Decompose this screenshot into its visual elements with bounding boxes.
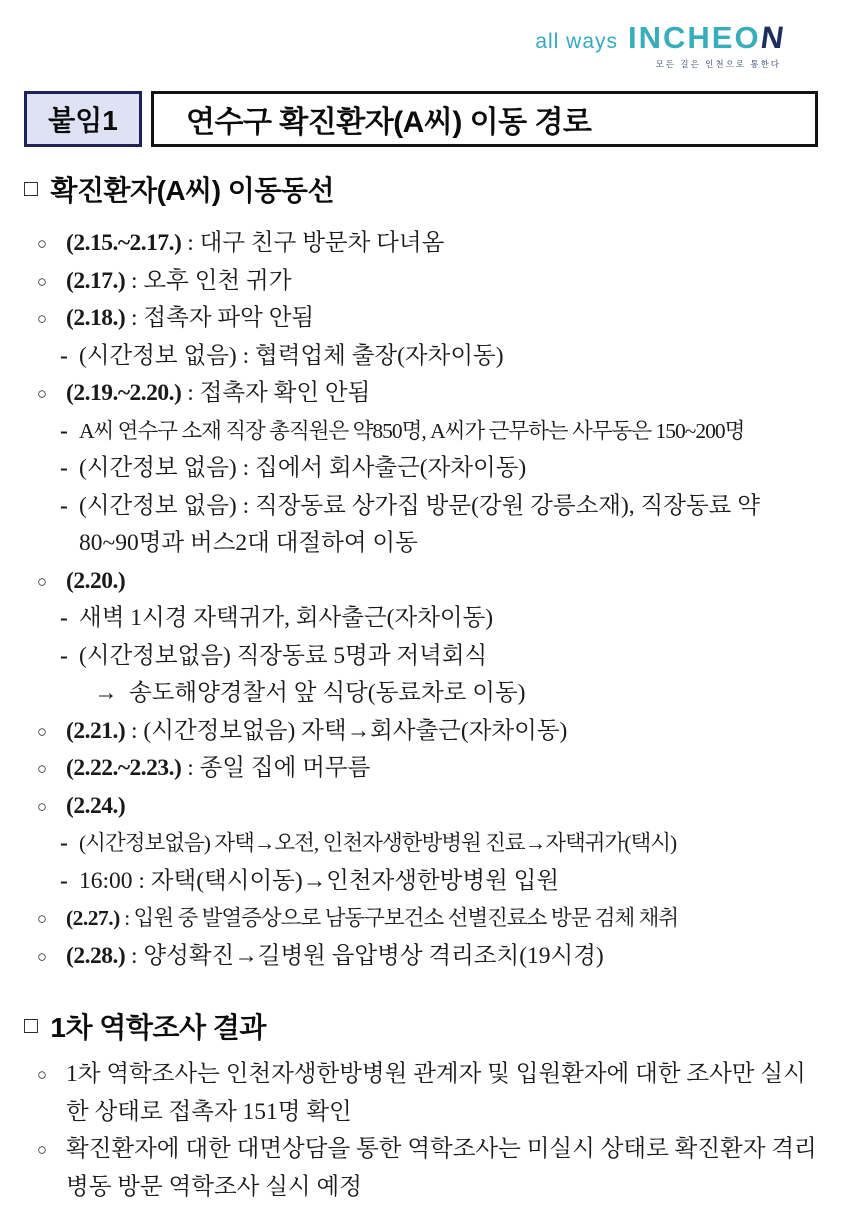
dash-bullet-icon: - [60,642,68,669]
circle-bullet-icon: ○ [37,796,47,816]
item-date: (2.15.~2.17.) [66,230,182,256]
logo-tagline: 모든 길은 인천으로 통한다 [655,59,781,69]
item-text: 확진환자에 대한 대면상담을 통한 역학조사는 미실시 상태로 확진환자 격리병동 방문 역학조사 실시 예정 [66,1136,817,1200]
circle-bullet-icon: ○ [37,1065,47,1084]
item-text: (2.27.) : 입원 중 발열증상으로 남동구보건소 선별진료소 방문 검체 채취 [66,906,679,930]
item-text: (시간정보없음) 자택→오전, 인천자생한방병원 진료→자택귀가(택시) [79,831,677,855]
dash-bullet-icon: - [60,342,68,369]
attachment-badge: 붙임1 [24,91,142,147]
circle-bullet-icon: ○ [37,571,47,591]
circle-bullet-icon: ○ [37,309,47,328]
item-list [37,225,823,975]
item-text: (2.17.) : 오후 인천 귀가 [66,267,292,294]
logo-incheon-text [628,20,788,56]
list-item [37,338,823,376]
item-text: (2.18.) : 접촉자 파악 안됨 [66,305,315,331]
dash-bullet-icon: - [60,492,68,519]
list-item [37,713,823,751]
circle-bullet-icon: ○ [37,384,47,403]
circle-bullet-icon: ○ [37,909,47,928]
dash-bullet-icon: - [60,417,68,444]
list-item [37,450,823,488]
list-item [37,750,823,788]
list-item [37,825,823,863]
circle-bullet-icon: ○ [37,721,47,741]
logo-wordmark [535,20,788,56]
list-item [37,413,823,451]
item-text: (2.22.~2.23.) : 종일 집에 머무름 [66,755,371,781]
item-text: A씨 연수구 소재 직장 총직원은 약850명, A씨가 근무하는 사무동은 150~200명 [79,418,745,443]
logo-incheon-last-n: N [758,20,788,55]
item-text: (시간정보 없음) : 직장동료 상가집 방문(강원 강릉소재), 직장동료 약 80~90명과 버스2대 대절하여 이동 [79,492,760,556]
section [24,1006,823,1206]
list-item [37,863,823,901]
square-bullet-icon: □ [24,174,38,201]
list-item [37,938,823,976]
item-date: (2.28.) [66,942,126,969]
circle-bullet-icon: ○ [37,759,47,778]
logo-allways-text: all ways [535,30,619,53]
item-date: (2.18.) [66,305,126,331]
list-item [37,675,823,713]
list-item [37,375,823,413]
item-date: (2.19.~2.20.) [66,380,182,406]
section-title [24,169,823,209]
dash-bullet-icon: - [60,455,68,481]
section-title-text: 확진환자(A씨) 이동동선 [50,175,334,206]
item-date: (2.27.) [66,906,120,930]
item-date: (2.17.) [66,267,126,294]
section-title [24,1006,823,1046]
item-text [66,563,823,601]
item-date: (2.20.) [66,567,126,594]
dash-bullet-icon: - [60,605,68,631]
circle-bullet-icon: ○ [37,946,47,966]
item-text: 16:00 : 자택(택시이동)→인천자생한방병원 입원 [79,867,560,894]
list-item [37,263,823,301]
circle-bullet-icon: ○ [37,234,47,253]
dash-bullet-icon: - [60,830,68,856]
page-title: 연수구 확진환자(A씨) 이동 경로 [151,91,818,147]
item-date: (2.22.~2.23.) [66,755,182,781]
list-item [37,900,823,938]
logo-incheon-main: INCHEO [628,20,761,55]
item-text: (2.21.) : (시간정보없음) 자택→회사출근(자차이동) [66,717,568,744]
list-item [37,1056,823,1131]
item-text: (시간정보 없음) : 집에서 회사출근(자차이동) [79,455,527,481]
incheon-logo [535,20,788,70]
list-item [37,788,823,826]
header-row [24,91,818,147]
item-text: (시간정보 없음) : 협력업체 출장(자차이동) [79,342,504,369]
item-text: 송도해양경찰서 앞 식당(동료차로 이동) [129,680,526,706]
item-date: (2.21.) [66,717,126,744]
item-text: (시간정보없음) 직장동료 5명과 저녁회식 [79,642,488,669]
list-item [37,300,823,338]
item-text: (2.28.) : 양성확진→길병원 읍압병상 격리조치(19시경) [66,942,604,969]
section [24,169,823,975]
item-text: 1차 역학조사는 인천자생한방병원 관계자 및 입원환자에 대한 조사만 실시한 상태로 접촉자 151명 확인 [66,1061,806,1125]
arrow-icon: → [94,680,118,706]
item-text [66,788,823,826]
square-bullet-icon: □ [24,1011,38,1038]
item-text: 새벽 1시경 자택귀가, 회사출근(자차이동) [79,605,494,631]
sections [0,169,841,1206]
list-item [37,225,823,263]
list-item [37,600,823,638]
circle-bullet-icon: ○ [37,1140,47,1159]
dash-bullet-icon: - [60,867,68,894]
list-item [37,1131,823,1206]
section-title-text: 1차 역학조사 결과 [50,1012,266,1043]
item-text: (2.15.~2.17.) : 대구 친구 방문차 다녀옴 [66,230,445,256]
item-date: (2.24.) [66,792,126,819]
item-text: (2.19.~2.20.) : 접촉자 확인 안됨 [66,380,371,406]
list-item [37,488,823,563]
list-item [37,563,823,601]
list-item [37,638,823,676]
circle-bullet-icon: ○ [37,271,47,291]
item-list [37,1056,823,1206]
